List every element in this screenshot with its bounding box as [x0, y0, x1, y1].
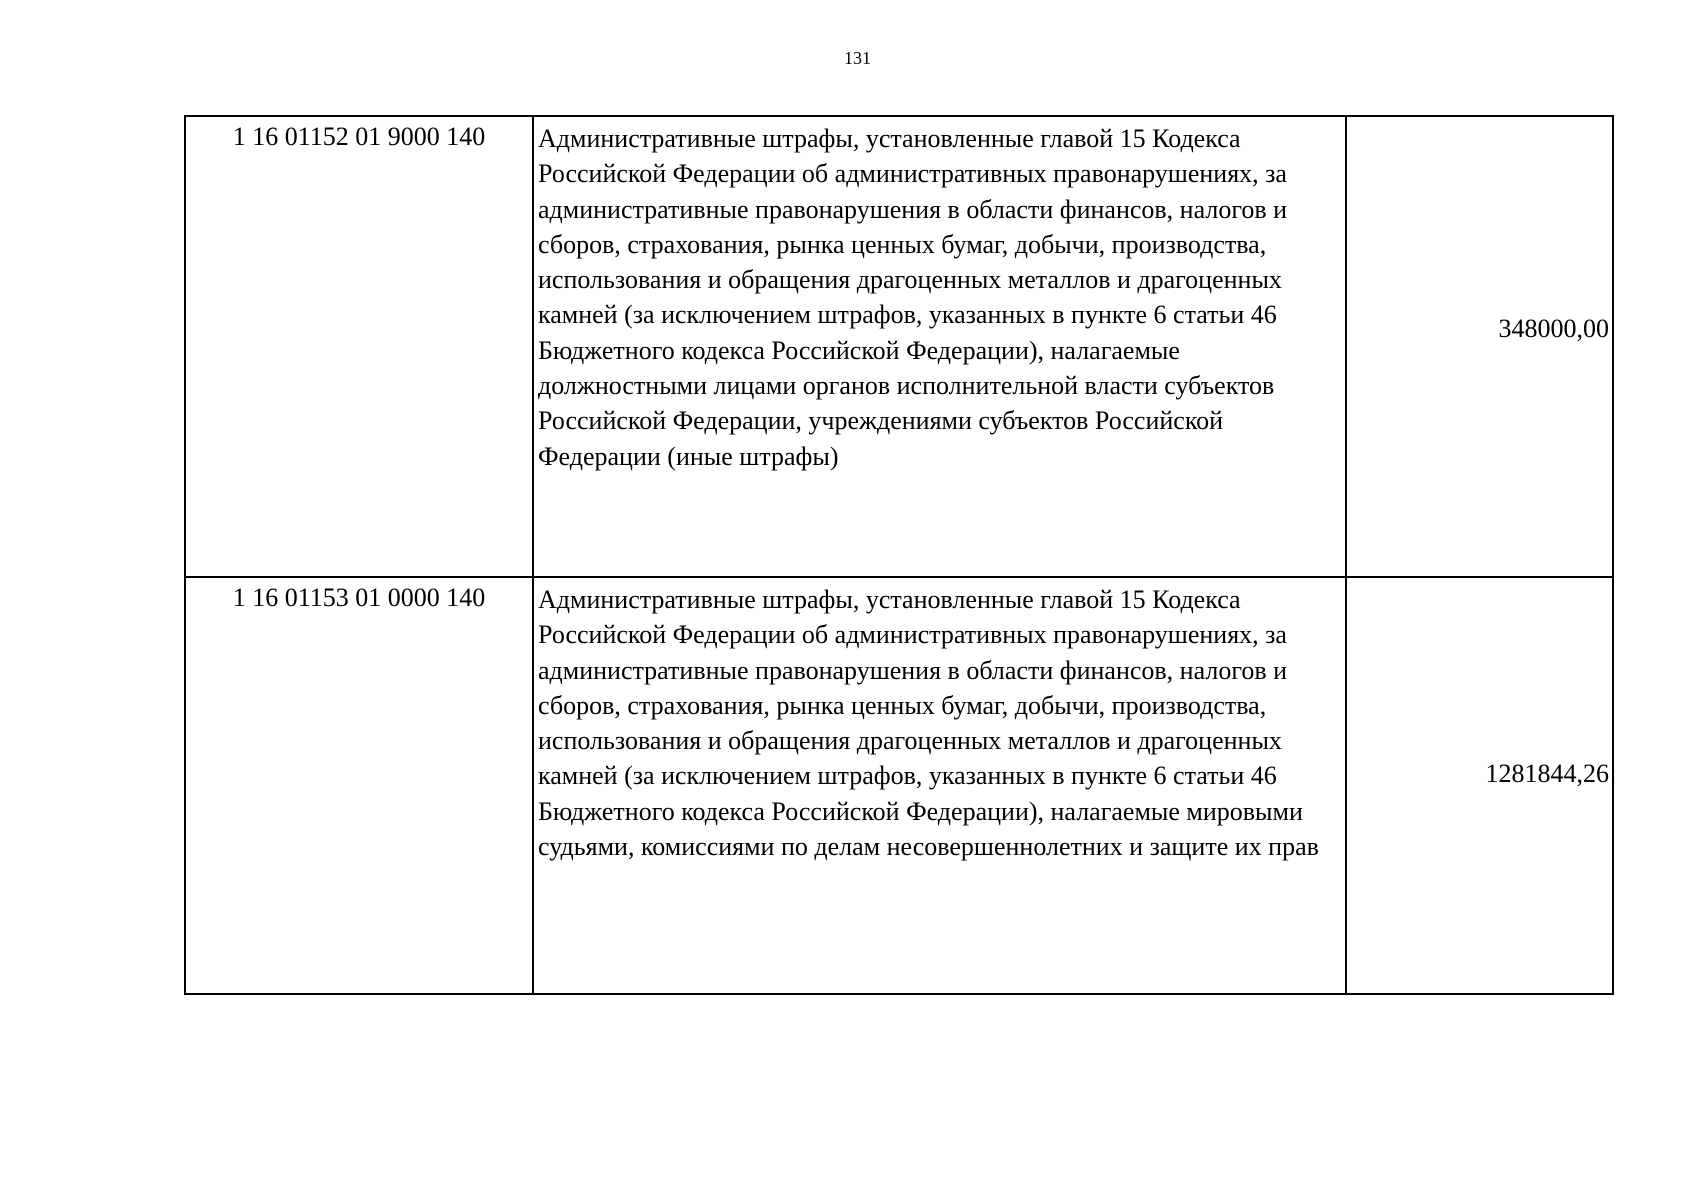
budget-code-cell: 1 16 01153 01 0000 140	[185, 577, 533, 994]
budget-table	[184, 115, 1614, 995]
table-row	[185, 577, 1613, 994]
table-row	[185, 116, 1613, 577]
amount-cell: 1281844,26	[1346, 577, 1613, 994]
budget-code-cell: 1 16 01152 01 9000 140	[185, 116, 533, 577]
amount-cell: 348000,00	[1346, 116, 1613, 577]
page-number: 131	[844, 48, 871, 68]
description-cell: Административные штрафы, установленные главой 15 Кодекса Российской Федерации об административных правонарушениях, за административные правонарушения в области финансов, налогов и сборов, страхования, рынка ценных бумаг, добычи, производства, использования и обращения драгоценных металлов и драгоценных камней (за исключением штрафов, указанных в пункте 6 статьи 46 Бюджетного кодекса Российской Федерации), налагаемые должностными лицами органов исполнительной власти субъектов Российской Федерации, учреждениями субъектов Российской Федерации (иные штрафы)	[533, 116, 1346, 577]
description-cell: Административные штрафы, установленные главой 15 Кодекса Российской Федерации об административных правонарушениях, за административные правонарушения в области финансов, налогов и сборов, страхования, рынка ценных бумаг, добычи, производства, использования и обращения драгоценных металлов и драгоценных камней (за исключением штрафов, указанных в пункте 6 статьи 46 Бюджетного кодекса Российской Федерации), налагаемые мировыми судьями, комиссиями по делам несовершеннолетних и защите их прав	[533, 577, 1346, 994]
